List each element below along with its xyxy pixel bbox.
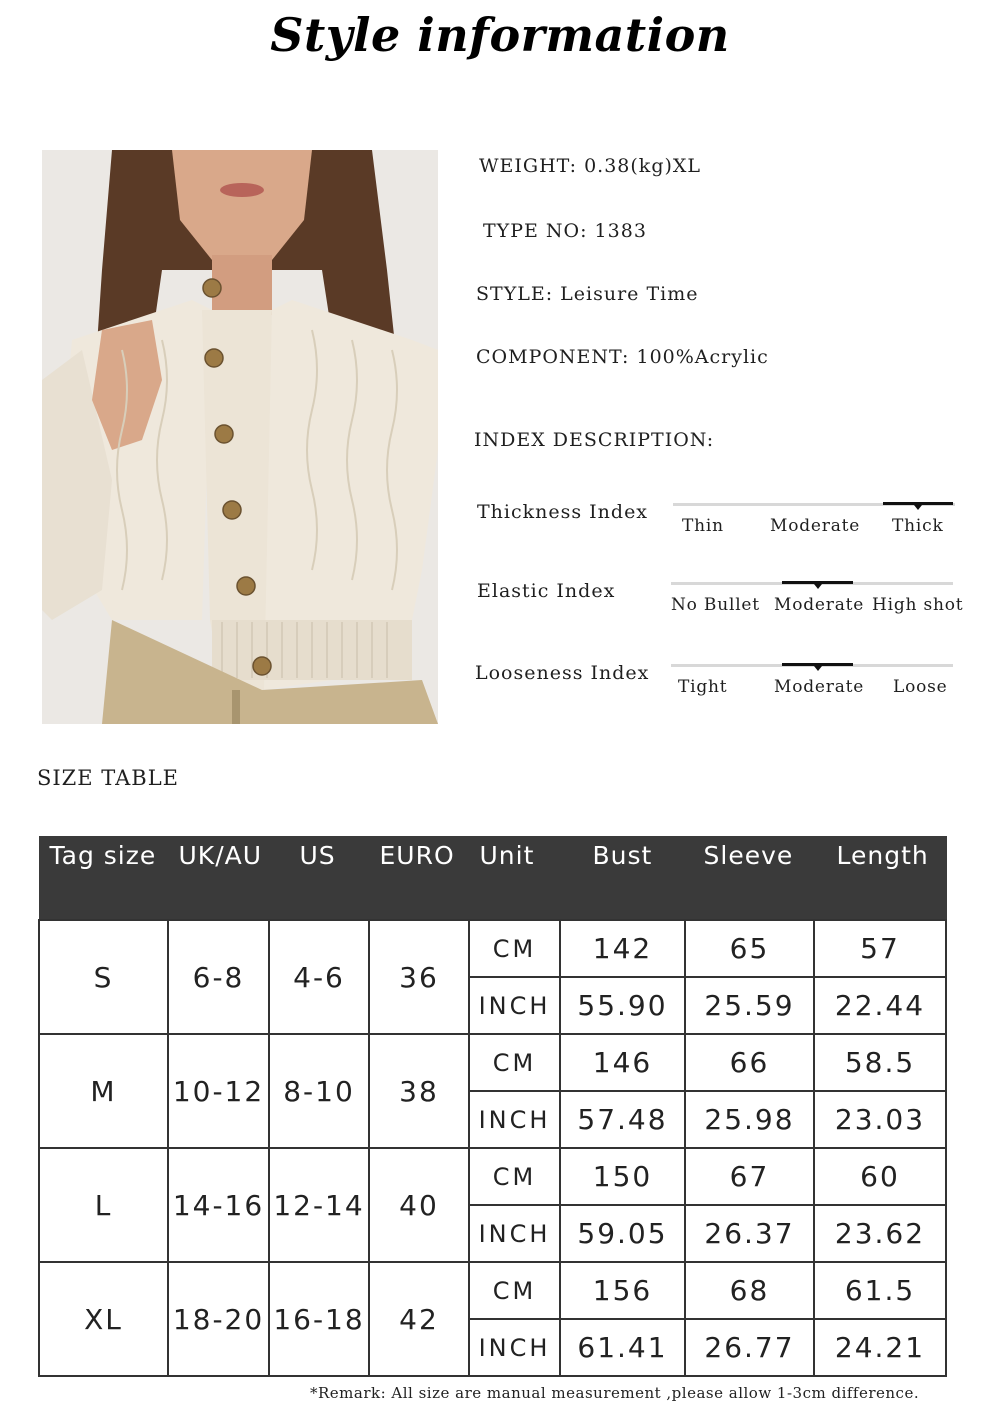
uk-au-cell: 18-20 [168, 1262, 269, 1376]
table-row [39, 1148, 946, 1205]
column-header-bust: Bust [560, 837, 685, 921]
us-cell: 8-10 [269, 1034, 369, 1148]
length-cell: 61.5 [814, 1262, 946, 1319]
column-header-uk-au: UK/AU [168, 837, 269, 921]
table-row [39, 920, 946, 977]
column-header-length: Length [814, 837, 946, 921]
elastic-option-no-bullet: No Bullet [671, 595, 760, 615]
sleeve-cell: 65 [685, 920, 814, 977]
column-header-unit: Unit [469, 837, 560, 921]
unit-cell: CM [469, 1262, 560, 1319]
bust-cell: 55.90 [560, 977, 685, 1034]
bust-cell: 146 [560, 1034, 685, 1091]
remark-note: *Remark: All size are manual measurement ,please allow 1-3cm difference. [310, 1384, 920, 1402]
sleeve-cell: 68 [685, 1262, 814, 1319]
tag-size-cell: L [39, 1148, 168, 1262]
unit-cell: CM [469, 1148, 560, 1205]
component-text: COMPONENT: 100%Acrylic [476, 346, 769, 368]
uk-au-cell: 6-8 [168, 920, 269, 1034]
thickness-option-moderate: Moderate [770, 516, 861, 536]
elastic-option-high-shot: High shot [872, 595, 964, 615]
length-cell: 57 [814, 920, 946, 977]
column-header-euro: EURO [369, 837, 469, 921]
sleeve-cell: 67 [685, 1148, 814, 1205]
us-cell: 12-14 [269, 1148, 369, 1262]
unit-cell: CM [469, 1034, 560, 1091]
looseness-option-moderate: Moderate [774, 677, 865, 697]
size-table-header-row [39, 837, 946, 921]
bust-cell: 156 [560, 1262, 685, 1319]
bust-cell: 57.48 [560, 1091, 685, 1148]
uk-au-cell: 14-16 [168, 1148, 269, 1262]
length-cell: 58.5 [814, 1034, 946, 1091]
bust-cell: 150 [560, 1148, 685, 1205]
us-cell: 16-18 [269, 1262, 369, 1376]
us-cell: 4-6 [269, 920, 369, 1034]
looseness-selected-marker [782, 663, 853, 666]
tag-size-cell: S [39, 920, 168, 1034]
sleeve-cell: 26.77 [685, 1319, 814, 1376]
bust-cell: 142 [560, 920, 685, 977]
thickness-option-thin: Thin [682, 516, 724, 536]
size-table-heading: SIZE TABLE [37, 766, 180, 790]
bust-cell: 59.05 [560, 1205, 685, 1262]
length-cell: 24.21 [814, 1319, 946, 1376]
thickness-selected-marker [883, 502, 953, 505]
column-header-tag-size: Tag size [39, 837, 168, 921]
bust-cell: 61.41 [560, 1319, 685, 1376]
thickness-index-label: Thickness Index [477, 501, 649, 523]
table-row [39, 1034, 946, 1091]
tag-size-cell: M [39, 1034, 168, 1148]
length-cell: 60 [814, 1148, 946, 1205]
table-row [39, 1262, 946, 1319]
column-header-sleeve: Sleeve [685, 837, 814, 921]
looseness-index-label: Looseness Index [475, 662, 650, 684]
length-cell: 22.44 [814, 977, 946, 1034]
unit-cell: INCH [469, 1319, 560, 1376]
unit-cell: INCH [469, 977, 560, 1034]
euro-cell: 42 [369, 1262, 469, 1376]
sleeve-cell: 26.37 [685, 1205, 814, 1262]
euro-cell: 40 [369, 1148, 469, 1262]
thickness-index-scale [673, 503, 955, 543]
column-header-us: US [269, 837, 369, 921]
sleeve-cell: 66 [685, 1034, 814, 1091]
length-cell: 23.03 [814, 1091, 946, 1148]
unit-cell: CM [469, 920, 560, 977]
size-table [38, 836, 947, 1377]
unit-cell: INCH [469, 1091, 560, 1148]
thickness-option-thick: Thick [892, 516, 944, 536]
unit-cell: INCH [469, 1205, 560, 1262]
weight-text: WEIGHT: 0.38(kg)XL [479, 155, 702, 177]
sleeve-cell: 25.98 [685, 1091, 814, 1148]
euro-cell: 38 [369, 1034, 469, 1148]
elastic-selected-marker [782, 581, 853, 584]
type-number-text: TYPE NO: 1383 [483, 220, 647, 242]
uk-au-cell: 10-12 [168, 1034, 269, 1148]
page-title: Style information [270, 8, 730, 62]
elastic-index-label: Elastic Index [477, 580, 616, 602]
looseness-option-loose: Loose [893, 677, 948, 697]
looseness-option-tight: Tight [678, 677, 728, 697]
tag-size-cell: XL [39, 1262, 168, 1376]
elastic-option-moderate: Moderate [774, 595, 865, 615]
index-description-heading: INDEX DESCRIPTION: [474, 429, 715, 451]
looseness-index-scale [671, 664, 953, 704]
length-cell: 23.62 [814, 1205, 946, 1262]
euro-cell: 36 [369, 920, 469, 1034]
product-photo [42, 150, 438, 724]
elastic-index-scale [671, 582, 964, 622]
style-text: STYLE: Leisure Time [476, 283, 699, 305]
sleeve-cell: 25.59 [685, 977, 814, 1034]
